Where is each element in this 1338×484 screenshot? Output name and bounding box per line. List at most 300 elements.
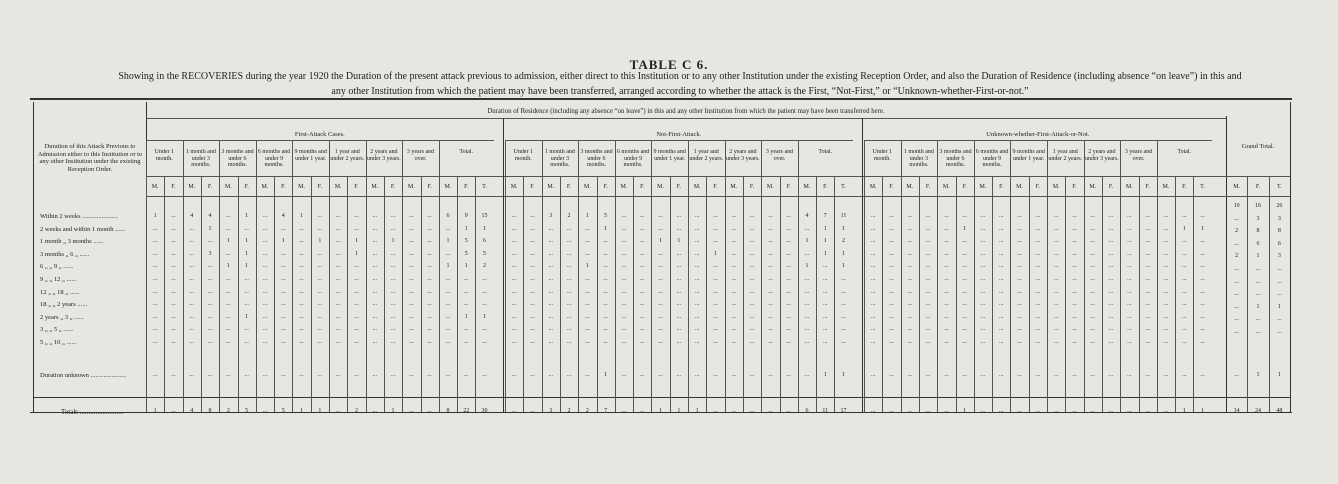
table-cell: ...: [511, 276, 517, 282]
subheader-rule: [146, 176, 1290, 177]
table-cell: ...: [889, 225, 894, 232]
table-cell: ...: [207, 313, 213, 320]
table-cell: ...: [530, 250, 535, 257]
table-cell: ...: [548, 225, 553, 232]
table-cell: ...: [907, 326, 912, 333]
group-header-rule: [505, 140, 853, 141]
table-cell: ...: [889, 288, 894, 295]
table-cell: ...: [1108, 263, 1114, 270]
sex-label: M.: [620, 184, 628, 190]
total-cell: ...: [1127, 408, 1132, 414]
table-cell: ...: [1163, 250, 1169, 257]
table-cell: ...: [1035, 213, 1041, 219]
table-cell: ...: [639, 238, 645, 245]
table-cell: ...: [152, 263, 158, 270]
table-cell: ...: [980, 238, 986, 245]
sex-label: M.: [1016, 184, 1023, 190]
table-cell: ...: [713, 213, 718, 219]
row-label: 5 „ „ 10 „ ......: [40, 339, 77, 346]
table-cell: ...: [1090, 276, 1095, 282]
table-cell: ...: [639, 276, 645, 282]
table-cell: ...: [749, 213, 755, 219]
row-label: 1 month „ 3 months ......: [40, 238, 104, 246]
table-cell: ...: [372, 326, 377, 333]
table-cell: ...: [603, 326, 608, 333]
table-cell: ...: [621, 326, 627, 333]
table-cell: ...: [804, 372, 810, 378]
table-cell: ...: [244, 326, 249, 333]
table-cell: ...: [944, 250, 949, 257]
table-cell: ...: [603, 313, 608, 320]
table-cell: ...: [585, 372, 590, 378]
column-header: 2 years and under 3 years.: [725, 149, 760, 162]
table-cell: 1: [842, 250, 846, 257]
table-cell: ...: [244, 339, 249, 345]
table-cell: ...: [1017, 213, 1022, 219]
sex-label: M.: [1233, 184, 1241, 190]
table-cell: ...: [639, 225, 645, 232]
grand-cell: 16: [1254, 203, 1261, 209]
table-cell: ...: [1145, 238, 1150, 245]
table-cell: ...: [354, 339, 359, 345]
table-cell: ...: [1053, 339, 1059, 345]
table-cell: ...: [1035, 326, 1041, 333]
table-cell: ...: [427, 213, 432, 219]
total-cell: 17: [840, 408, 847, 414]
table-cell: ...: [566, 263, 572, 270]
table-cell: ...: [354, 213, 359, 219]
table-cell: ...: [390, 225, 396, 232]
sex-label: F.: [823, 184, 828, 190]
table-cell: ...: [335, 372, 341, 378]
table-cell: ...: [804, 339, 810, 345]
table-cell: ...: [511, 339, 517, 345]
table-cell: ...: [822, 339, 828, 345]
table-cell: ...: [925, 213, 931, 219]
grand-cell: 2: [1235, 253, 1239, 260]
table-cell: ...: [317, 313, 323, 320]
table-cell: ...: [822, 301, 828, 308]
table-cell: ...: [427, 263, 432, 270]
table-cell: 1: [483, 313, 487, 320]
total-cell: 8: [208, 408, 212, 414]
table-cell: 4: [805, 213, 809, 219]
table-cell: 1: [245, 238, 249, 245]
table-cell: ...: [372, 339, 377, 345]
column-header: 9 months and under 1 year.: [1012, 149, 1045, 162]
table-cell: ...: [511, 288, 517, 295]
table-cell: ...: [1017, 372, 1022, 378]
sex-label: M.: [371, 184, 379, 190]
total-cell: 1: [695, 408, 699, 414]
table-cell: ...: [786, 276, 791, 282]
table-cell: ...: [1072, 276, 1077, 282]
table-cell: 2: [567, 213, 571, 219]
table-cell: ...: [944, 225, 949, 232]
table-cell: ...: [980, 263, 986, 270]
column-header: 9 months and under 1 year.: [653, 149, 686, 162]
table-cell: ...: [530, 225, 535, 232]
table-cell: ...: [925, 313, 931, 320]
total-cell: ...: [731, 408, 736, 414]
table-cell: 1: [842, 225, 846, 232]
column-header: 3 years and over.: [406, 149, 435, 162]
sex-label: M.: [869, 184, 877, 190]
table-cell: ...: [427, 225, 432, 232]
table-cell: ...: [639, 301, 645, 308]
table-cell: ...: [390, 326, 396, 333]
caption-line-2: any other Institution from which the patient may have been transferred, arranged according to whether the attack is the First, “Not-First,” or “Unknown-whether-First-or-not.”: [331, 86, 1029, 97]
column-header: 1 year and under 2 years.: [1048, 149, 1083, 162]
table-cell: ...: [511, 313, 517, 320]
table-cell: 1: [823, 372, 827, 378]
row-label: 18 „ „ 2 years ......: [40, 301, 88, 309]
table-cell: ...: [317, 301, 323, 308]
table-cell: ...: [585, 339, 590, 345]
table-cell: ...: [713, 339, 718, 345]
table-cell: 1: [245, 250, 249, 257]
table-cell: ...: [1108, 301, 1114, 308]
table-cell: ...: [1200, 250, 1205, 257]
table-cell: 1: [842, 263, 846, 270]
table-cell: ...: [1035, 238, 1041, 245]
table-cell: ...: [962, 276, 967, 282]
row-label: 3 „ „ 5 „ ......: [40, 326, 74, 334]
table-cell: ...: [658, 301, 663, 308]
table-cell: 1: [805, 263, 809, 270]
table-cell: ...: [445, 276, 451, 282]
table-cell: ...: [1145, 263, 1150, 270]
table-cell: ...: [907, 250, 912, 257]
table-cell: ...: [530, 313, 535, 320]
table-cell: ...: [676, 372, 682, 378]
grand-cell: 3: [1277, 215, 1281, 222]
table-cell: ...: [1145, 250, 1150, 257]
table-cell: ...: [262, 225, 268, 232]
table-cell: ...: [621, 213, 627, 219]
table-cell: ...: [621, 372, 627, 378]
table-cell: ...: [889, 313, 894, 320]
sex-label: M.: [583, 184, 591, 190]
table-cell: ...: [621, 263, 627, 270]
table-cell: 1: [446, 263, 450, 270]
table-cell: ...: [244, 276, 249, 282]
table-cell: ...: [925, 301, 931, 308]
table-cell: ...: [1181, 288, 1187, 295]
grand-cell: 8: [1256, 228, 1260, 235]
total-cell: 5: [281, 408, 285, 414]
table-cell: ...: [980, 372, 986, 378]
table-cell: ...: [409, 250, 414, 257]
sex-label: M.: [298, 184, 305, 190]
table-cell: ...: [427, 313, 432, 320]
table-cell: ...: [530, 372, 535, 378]
table-cell: ...: [944, 288, 949, 295]
table-cell: ...: [530, 288, 535, 295]
table-cell: ...: [354, 313, 359, 320]
table-cell: ...: [768, 372, 773, 378]
table-cell: ...: [658, 225, 663, 232]
table-cell: ...: [1127, 339, 1132, 345]
table-cell: ...: [566, 326, 572, 333]
table-cell: ...: [676, 250, 682, 257]
table-cell: ...: [1127, 301, 1132, 308]
total-cell: 1: [1182, 408, 1186, 414]
table-cell: ...: [244, 288, 249, 295]
table-cell: ...: [244, 225, 249, 232]
table-cell: 1: [226, 263, 230, 270]
table-cell: ...: [925, 326, 931, 333]
grand-cell: ...: [1234, 240, 1239, 247]
table-cell: ...: [262, 326, 268, 333]
table-cell: ...: [676, 276, 682, 282]
table-cell: ...: [390, 372, 396, 378]
table-cell: ...: [980, 288, 986, 295]
table-cell: ...: [925, 225, 931, 232]
table-cell: 1: [446, 238, 450, 245]
sex-label: T.: [482, 184, 487, 190]
table-cell: ...: [1072, 313, 1077, 320]
table-cell: ...: [317, 263, 323, 270]
table-cell: ...: [1017, 326, 1022, 333]
table-cell: ...: [207, 263, 213, 270]
table-cell: ...: [372, 372, 377, 378]
table-cell: ...: [1072, 238, 1077, 245]
table-cell: ...: [925, 238, 931, 245]
table-cell: 1: [677, 238, 681, 245]
table-cell: ...: [189, 276, 194, 282]
table-cell: ...: [694, 263, 700, 270]
table-cell: ...: [335, 263, 341, 270]
table-cell: ...: [530, 263, 535, 270]
table-cell: ...: [768, 276, 773, 282]
table-cell: ...: [390, 313, 396, 320]
table-cell: ...: [639, 213, 645, 219]
table-cell: ...: [548, 313, 553, 320]
table-cell: ...: [694, 288, 700, 295]
table-cell: 1: [354, 238, 358, 245]
grand-cell: 6: [1277, 240, 1281, 247]
table-cell: ...: [1127, 238, 1132, 245]
table-cell: ...: [1108, 313, 1114, 320]
table-cell: ...: [925, 288, 931, 295]
table-cell: ...: [409, 263, 414, 270]
table-cell: ...: [998, 276, 1004, 282]
table-cell: ...: [749, 225, 755, 232]
table-cell: ...: [804, 276, 810, 282]
table-cell: ...: [1145, 301, 1150, 308]
table-cell: ...: [1127, 372, 1132, 378]
table-cell: ...: [1181, 213, 1187, 219]
table-cell: ...: [925, 276, 931, 282]
grand-sep-line: [1226, 116, 1227, 412]
grand-cell: ...: [1277, 329, 1282, 335]
table-cell: ...: [482, 301, 487, 308]
table-cell: ...: [962, 263, 967, 270]
column-header: Total.: [459, 149, 474, 155]
table-cell: ...: [548, 288, 553, 295]
row-label: Within 2 weeks ......................: [40, 213, 118, 220]
table-cell: ...: [585, 326, 590, 333]
table-cell: ...: [1108, 213, 1114, 219]
table-cell: 1: [245, 263, 249, 270]
table-cell: ...: [980, 313, 986, 320]
grand-cell: ...: [1277, 316, 1282, 323]
table-cell: ...: [768, 313, 773, 320]
table-cell: ...: [335, 213, 341, 219]
total-cell: ...: [768, 408, 773, 414]
table-cell: ...: [226, 326, 231, 333]
table-cell: ...: [980, 250, 986, 257]
table-cell: ...: [482, 288, 487, 295]
table-cell: ...: [786, 225, 791, 232]
table-cell: ...: [152, 301, 158, 308]
sex-label: M.: [942, 184, 950, 190]
table-cell: ...: [870, 213, 876, 219]
table-cell: ...: [280, 301, 286, 308]
table-cell: ...: [390, 263, 396, 270]
column-header: 3 months and under 6 months.: [939, 149, 972, 169]
table-cell: ...: [1072, 288, 1077, 295]
table-cell: ...: [189, 339, 194, 345]
table-cell: ...: [226, 372, 231, 378]
table-cell: ...: [786, 313, 791, 320]
table-cell: ...: [1108, 372, 1114, 378]
grand-cell: ...: [1277, 291, 1282, 298]
table-cell: ...: [445, 288, 451, 295]
table-cell: ...: [566, 276, 572, 282]
table-cell: ...: [262, 276, 268, 282]
table-cell: ...: [980, 301, 986, 308]
table-cell: ...: [207, 372, 213, 378]
table-cell: ...: [1035, 276, 1041, 282]
table-cell: ...: [566, 288, 572, 295]
table-cell: 1: [604, 225, 608, 232]
table-cell: ...: [1035, 225, 1041, 232]
table-cell: ...: [639, 326, 645, 333]
table-cell: ...: [585, 250, 590, 257]
main-header: Duration of Residence (including any absence “on leave”) in this and any other Institution from which the patient may have been transferred here.: [487, 108, 885, 115]
table-cell: ...: [621, 313, 627, 320]
table-cell: ...: [207, 238, 213, 245]
table-cell: ...: [694, 301, 700, 308]
sex-label: F.: [962, 184, 967, 190]
table-cell: ...: [907, 276, 912, 282]
table-cell: ...: [962, 288, 967, 295]
table-cell: ...: [262, 238, 268, 245]
sex-label: F.: [317, 184, 323, 190]
left-header: Duration of this Attack Previous to Admission either to this Institution or to any other Institution under the existing Reception Order.: [37, 143, 143, 173]
table-cell: ...: [944, 313, 949, 320]
table-cell: ...: [1053, 313, 1059, 320]
table-cell: ...: [335, 225, 341, 232]
table-cell: ...: [1108, 250, 1114, 257]
table-cell: ...: [621, 301, 627, 308]
table-cell: ...: [445, 301, 451, 308]
table-cell: ...: [1163, 225, 1169, 232]
table-cell: ...: [530, 238, 535, 245]
table-cell: ...: [317, 213, 323, 219]
column-header: Under 1 month.: [872, 149, 893, 162]
grand-total-header: Grand Total.: [1241, 143, 1275, 150]
table-cell: ...: [189, 238, 194, 245]
table-cell: ...: [925, 263, 931, 270]
top-rule: [30, 98, 1292, 100]
table-cell: ...: [226, 250, 231, 257]
grand-cell: 10: [1233, 203, 1240, 209]
sex-label: F.: [1255, 184, 1261, 190]
table-cell: ...: [962, 326, 967, 333]
bottom-rule: [30, 412, 1292, 413]
sex-label: M.: [657, 184, 664, 190]
table-cell: ...: [713, 263, 718, 270]
sex-label: T.: [1276, 184, 1282, 190]
column-header: 9 months and under 1 year.: [294, 149, 327, 162]
grand-cell: ...: [1255, 291, 1261, 298]
table-cell: ...: [998, 225, 1004, 232]
table-cell: ...: [804, 288, 810, 295]
table-cell: ...: [548, 263, 553, 270]
table-cell: ...: [804, 250, 810, 257]
table-cell: 3: [208, 250, 212, 257]
table-cell: ...: [1163, 213, 1169, 219]
table-cell: ...: [694, 213, 700, 219]
total-cell: ...: [980, 408, 986, 414]
table-cell: ...: [841, 276, 846, 282]
table-cell: ...: [944, 213, 949, 219]
table-cell: ...: [152, 372, 158, 378]
table-cell: ...: [1200, 213, 1205, 219]
table-cell: ...: [962, 372, 967, 378]
table-cell: ...: [566, 339, 572, 345]
table-cell: ...: [639, 372, 645, 378]
table-cell: ...: [1090, 313, 1095, 320]
table-cell: ...: [998, 372, 1004, 378]
column-header: 6 months and under 9 months.: [616, 149, 650, 169]
total-cell: ...: [889, 408, 894, 414]
table-cell: ...: [998, 238, 1004, 245]
sex-label: M.: [261, 184, 269, 190]
table-title: TABLE C 6.: [629, 57, 709, 72]
table-cell: ...: [1072, 225, 1077, 232]
table-cell: ...: [226, 339, 231, 345]
table-cell: ...: [1200, 263, 1205, 270]
table-cell: 1: [354, 250, 358, 257]
table-cell: ...: [152, 276, 158, 282]
table-cell: ...: [1035, 250, 1041, 257]
table-cell: ...: [676, 288, 682, 295]
grand-cell: ...: [1234, 316, 1239, 323]
sex-label: M.: [766, 184, 774, 190]
total-cell: ...: [925, 408, 931, 414]
table-cell: ...: [1035, 263, 1041, 270]
table-cell: ...: [889, 326, 894, 333]
total-cell: ...: [944, 408, 949, 414]
table-cell: 11: [840, 213, 847, 219]
grand-cell: ...: [1234, 291, 1239, 298]
table-cell: ...: [768, 213, 773, 219]
table-cell: ...: [585, 301, 590, 308]
table-cell: ...: [262, 213, 268, 219]
table-cell: ...: [944, 372, 949, 378]
grand-cell: 1: [1256, 372, 1260, 378]
table-cell: 1: [208, 225, 212, 232]
table-cell: ...: [713, 276, 718, 282]
table-cell: ...: [804, 225, 810, 232]
table-cell: ...: [998, 313, 1004, 320]
table-cell: ...: [372, 313, 377, 320]
table-cell: ...: [1163, 301, 1169, 308]
